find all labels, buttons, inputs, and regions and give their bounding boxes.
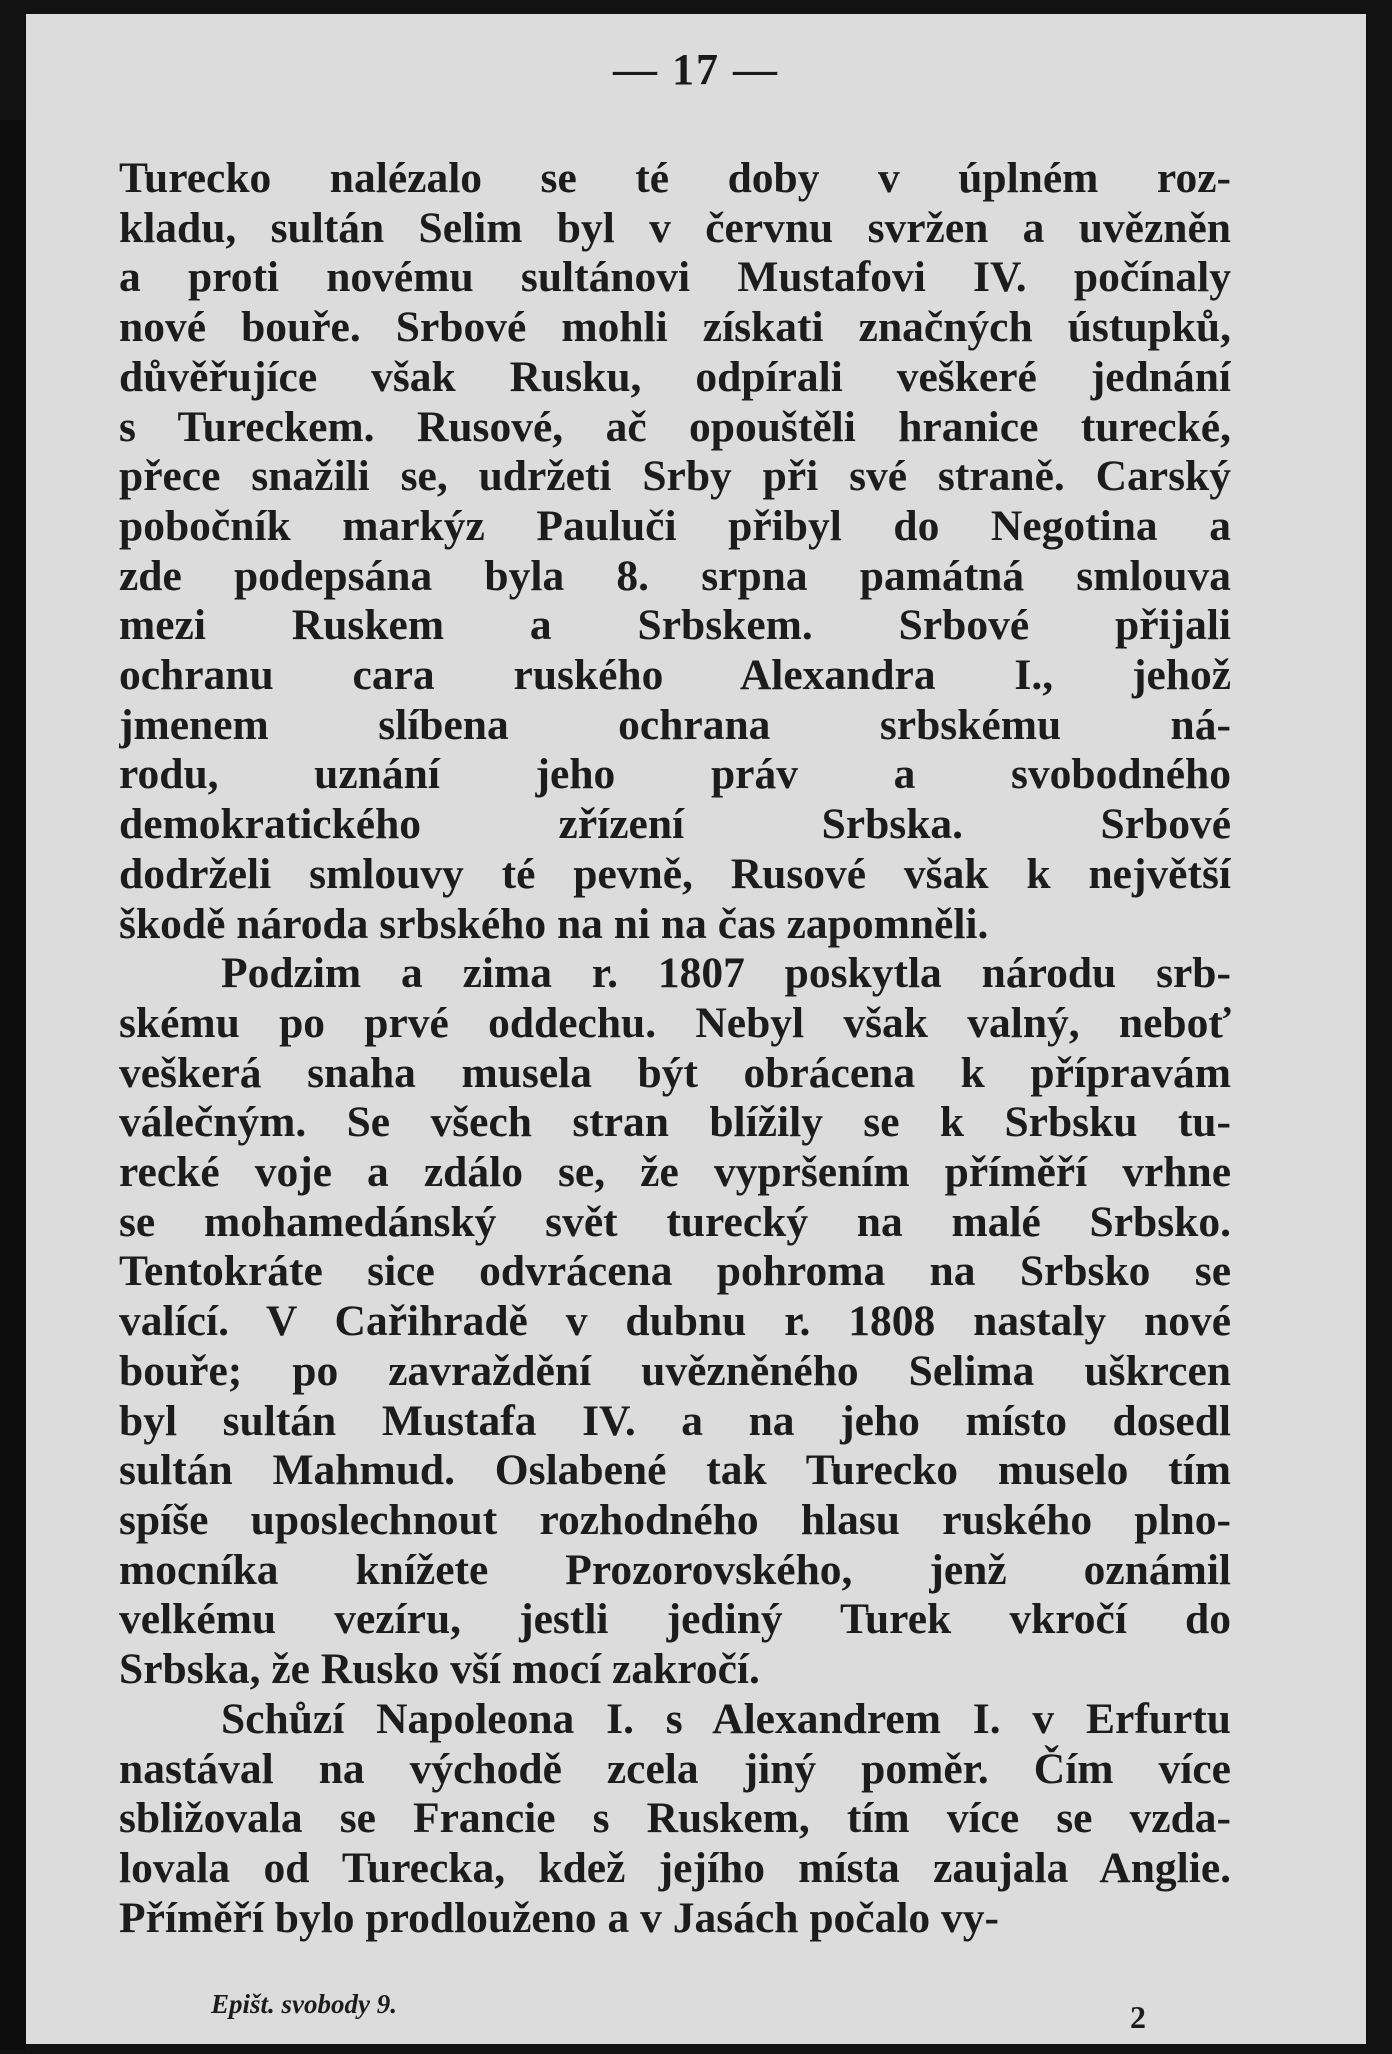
- text-line: byl sultán Mustafa IV. a na jeho místo dosedl: [119, 1396, 1231, 1445]
- book-page: [26, 14, 1366, 2044]
- text-line: sbližovala se Francie s Ruskem, tím více se vzda-: [119, 1794, 1231, 1843]
- text-line: valící. V Cařihradě v dubnu r. 1808 nastaly nové: [119, 1297, 1231, 1346]
- text-line: sultán Mahmud. Oslabené tak Turecko muselo tím: [119, 1446, 1231, 1495]
- text-line: nové bouře. Srbové mohli získati značných ústupků,: [119, 303, 1231, 352]
- text-line: s Tureckem. Rusové, ač opouštěli hranice turecké,: [119, 402, 1231, 451]
- text-line: spíše uposlechnout rozhodného hlasu ruského plno-: [119, 1495, 1231, 1544]
- paragraph-container: [119, 154, 1231, 1943]
- text-line: Schůzí Napoleona I. s Alexandrem I. v Erfurtu: [221, 1694, 1231, 1743]
- sheet-number: 2: [1130, 1999, 1146, 2035]
- paragraph: [119, 1695, 1231, 1944]
- paragraph: [119, 154, 1231, 949]
- text-line: skému po prvé oddechu. Nebyl však valný, neboť: [119, 998, 1231, 1047]
- page-footer: [116, 1989, 1276, 2039]
- text-line: velkému vezíru, jestli jediný Turek vkročí do: [119, 1595, 1231, 1644]
- text-line: kladu, sultán Selim byl v červnu svržen a uvězněn: [119, 203, 1231, 252]
- text-line: lovala od Turecka, kdež jejího místa zaujala Anglie.: [119, 1843, 1231, 1892]
- text-line: Příměří bylo prodlouženo a v Jasách počalo vy-: [119, 1893, 1000, 1942]
- page-number: — 17 —: [613, 45, 779, 94]
- text-line: zde podepsána byla 8. srpna památná smlouva: [119, 551, 1231, 600]
- text-line: veškerá snaha musela být obrácena k přípravám: [119, 1048, 1231, 1097]
- text-line: mocníka knížete Prozorovského, jenž oznámil: [119, 1545, 1231, 1594]
- text-line: pobočník markýz Pauluči přibyl do Negotina a: [119, 501, 1231, 550]
- text-line: se mohamedánský svět turecký na malé Srbsko.: [119, 1197, 1231, 1246]
- text-line: Turecko nalézalo se té doby v úplném roz-: [119, 154, 1231, 202]
- text-line: škodě národa srbského na ni na čas zapomněli.: [119, 899, 989, 948]
- text-line: rodu, uznání jeho práv a svobodného: [119, 750, 1231, 799]
- text-line: důvěřujíce však Rusku, odpírali veškeré jednání: [119, 352, 1231, 401]
- text-line: demokratického zřízení Srbska. Srbové: [119, 800, 1231, 849]
- text-line: Podzim a zima r. 1807 poskytla národu srb-: [221, 949, 1231, 998]
- text-line: a proti novému sultánovi Mustafovi IV. počínaly: [119, 253, 1231, 302]
- text-line: dodrželi smlouvy té pevně, Rusové však k největší: [119, 849, 1231, 898]
- text-line: nastával na východě zcela jiný poměr. Čím více: [119, 1744, 1231, 1793]
- printer-signature: Epišt. svobody 9.: [211, 1989, 397, 2019]
- paragraph: [119, 949, 1231, 1695]
- text-line: ochranu cara ruského Alexandra I., jehož: [119, 651, 1231, 700]
- text-line: Srbska, že Rusko vší mocí zakročí.: [119, 1645, 760, 1694]
- text-line: válečným. Se všech stran blížily se k Srbsku tu-: [119, 1098, 1231, 1147]
- text-line: mezi Ruskem a Srbskem. Srbové přijali: [119, 601, 1231, 650]
- book-spine-shadow: [0, 120, 26, 2050]
- text-line: Tentokráte sice odvrácena pohroma na Srbsko se: [119, 1247, 1231, 1296]
- text-line: jmenem slíbena ochrana srbskému ná-: [119, 700, 1231, 749]
- text-line: bouře; po zavraždění uvězněného Selima uškrcen: [119, 1346, 1231, 1395]
- text-line: recké voje a zdálo se, že vypršením příměří vrhne: [119, 1148, 1231, 1197]
- text-line: přece snažili se, udržeti Srby při své straně. Carský: [119, 452, 1231, 501]
- body-text: [119, 154, 1231, 1943]
